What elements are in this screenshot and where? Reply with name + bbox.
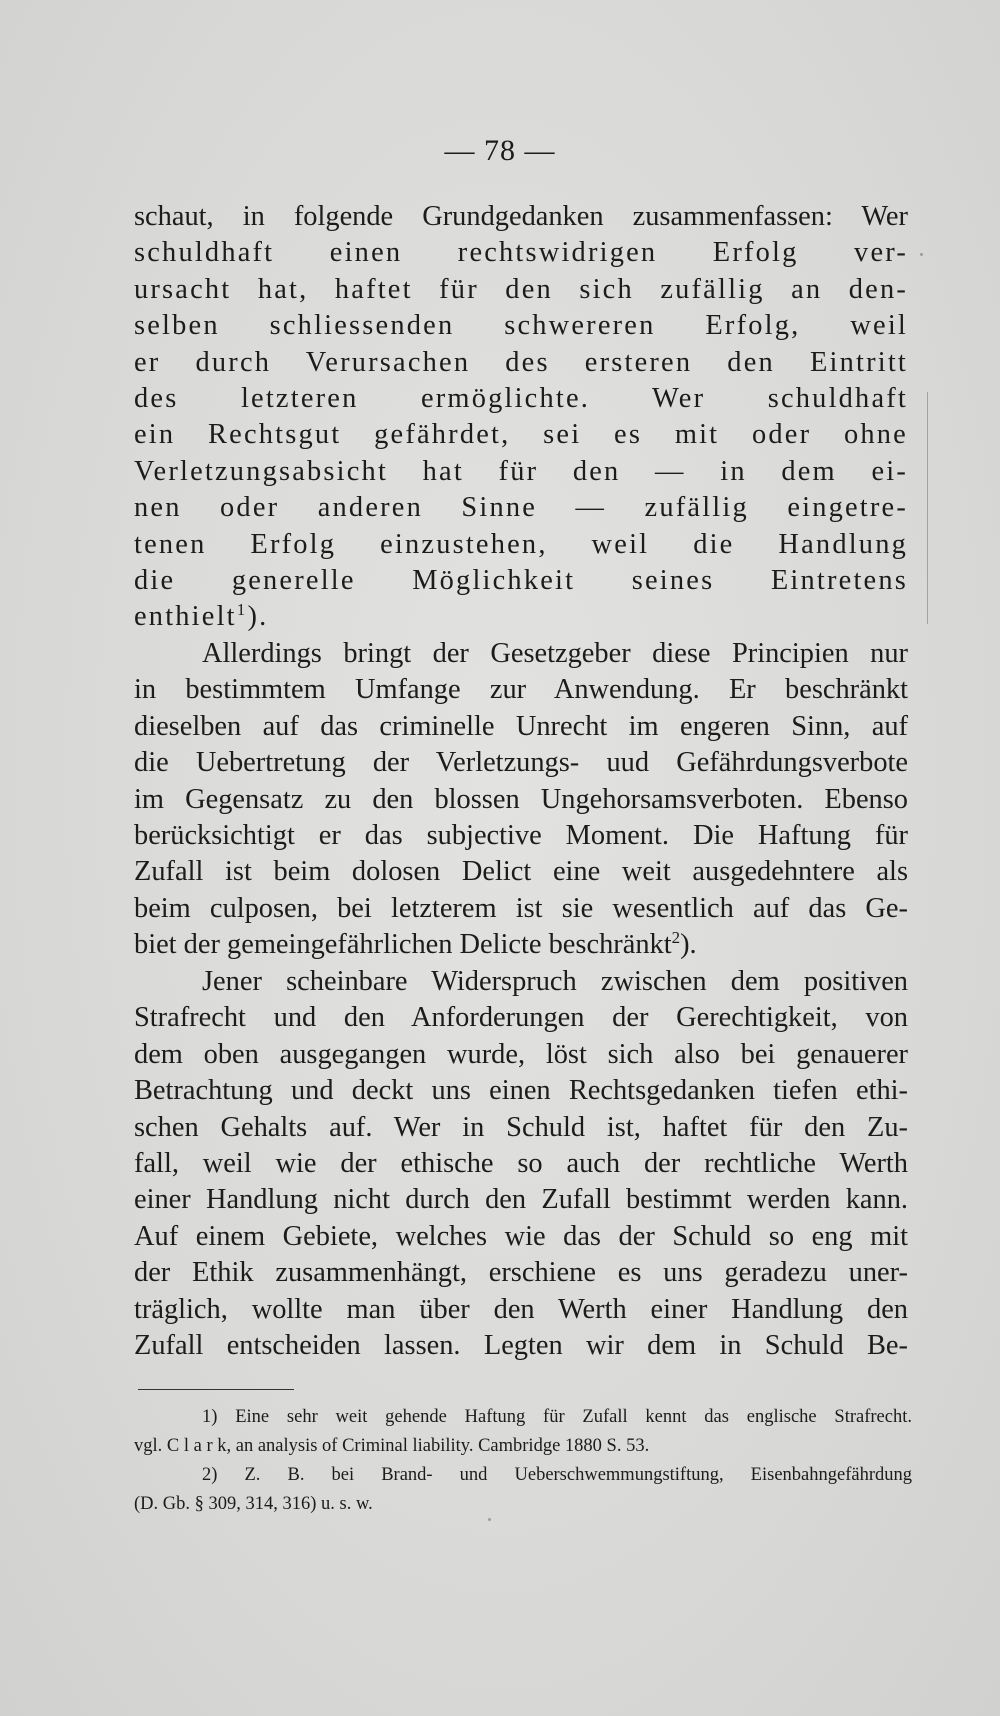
paragraph-2: [134, 636, 908, 964]
text-line: ursacht hat, haftet für den sich zufällig an den-: [134, 273, 908, 305]
footnotes: [134, 1403, 912, 1519]
paper-speck: [920, 253, 923, 256]
text-line: Strafrecht und den Anforderungen der Gerechtigkeit, von: [134, 1002, 908, 1034]
footnote-reference[interactable]: 1: [236, 600, 248, 620]
page-number: — 78 —: [444, 134, 556, 167]
text-line: Auf einem Gebiete, welches wie das der Schuld so eng mit: [134, 1220, 908, 1252]
text-line: des letzteren ermöglichte. Wer schuldhaft: [134, 382, 908, 414]
footnote-divider: [138, 1389, 294, 1390]
footnote-line: vgl. C l a r k, an analysis of Criminal liability. Cambridge 1880 S. 53.: [134, 1436, 650, 1456]
text-line: die generelle Möglichkeit seines Eintretens: [134, 564, 908, 596]
text-line: er durch Verursachen des ersteren den Eintritt: [134, 346, 908, 378]
text-line: selben schliessenden schwereren Erfolg, weil: [134, 310, 908, 342]
text-fragment: ).: [680, 929, 697, 961]
text-line: schuldhaft einen rechtswidrigen Erfolg ver-: [134, 237, 908, 269]
text-line: dieselben auf das criminelle Unrecht im engeren Sinn, auf: [134, 710, 908, 742]
text-line: [134, 599, 908, 635]
text-line: nen oder anderen Sinne — zufällig eingetre-: [134, 492, 908, 524]
paragraph-3: [134, 964, 908, 1364]
footnote-line: (D. Gb. § 309, 314, 316) u. s. w.: [134, 1494, 373, 1514]
text-line: beim culposen, bei letzterem ist sie wesentlich auf das Ge-: [134, 892, 908, 924]
text-line: Zufall entscheiden lassen. Legten wir dem in Schuld Be-: [134, 1329, 908, 1361]
text-line: Verletzungsabsicht hat für den — in dem ei-: [134, 455, 908, 487]
footnote-line: 2) Z. B. bei Brand- und Ueberschwemmungstiftung, Eisenbahngefährdung: [202, 1465, 912, 1485]
text-line: berücksichtigt er das subjective Moment. Die Haftung für: [134, 819, 908, 851]
footnote-reference[interactable]: 2: [671, 928, 681, 948]
text-line: ein Rechtsgut gefährdet, sei es mit oder ohne: [134, 419, 908, 451]
text-line: träglich, wollte man über den Werth einer Handlung den: [134, 1293, 908, 1325]
text-line: im Gegensatz zu den blossen Ungehorsamsverboten. Ebenso: [134, 783, 908, 815]
text-line: Jener scheinbare Widerspruch zwischen dem positiven: [202, 966, 908, 997]
text-line: einer Handlung nicht durch den Zufall bestimmt werden kann.: [134, 1184, 908, 1216]
text-line: in bestimmtem Umfange zur Anwendung. Er beschränkt: [134, 674, 908, 706]
text-line: Betrachtung und deckt uns einen Rechtsgedanken tiefen ethi-: [134, 1075, 908, 1107]
paragraph-1: [134, 199, 908, 636]
text-line: [134, 927, 908, 963]
text-line: der Ethik zusammenhängt, erschiene es uns geradezu uner-: [134, 1257, 908, 1289]
text-fragment: ).: [247, 601, 269, 633]
text-fragment: enthielt: [134, 601, 237, 633]
text-line: schen Gehalts auf. Wer in Schuld ist, haftet für den Zu-: [134, 1111, 908, 1143]
text-fragment: biet der gemeingefährlichen Delicte beschränkt: [134, 929, 672, 961]
text-line: tenen Erfolg einzustehen, weil die Handlung: [134, 528, 908, 560]
paper-speck: [488, 1518, 491, 1521]
text-line: fall, weil wie der ethische so auch der rechtliche Werth: [134, 1147, 908, 1179]
text-line: Zufall ist beim dolosen Delict eine weit ausgedehntere als: [134, 856, 908, 888]
text-line: schaut, in folgende Grundgedanken zusammenfassen: Wer: [134, 201, 908, 232]
text-line: dem oben ausgegangen wurde, löst sich also bei genauerer: [134, 1038, 908, 1070]
text-line: Allerdings bringt der Gesetzgeber diese Principien nur: [202, 638, 908, 669]
text-line: die Uebertretung der Verletzungs- uud Gefährdungsverbote: [134, 747, 908, 779]
footnote-line: 1) Eine sehr weit gehende Haftung für Zufall kennt das englische Strafrecht.: [202, 1407, 912, 1427]
margin-pencil-mark: [927, 392, 928, 624]
